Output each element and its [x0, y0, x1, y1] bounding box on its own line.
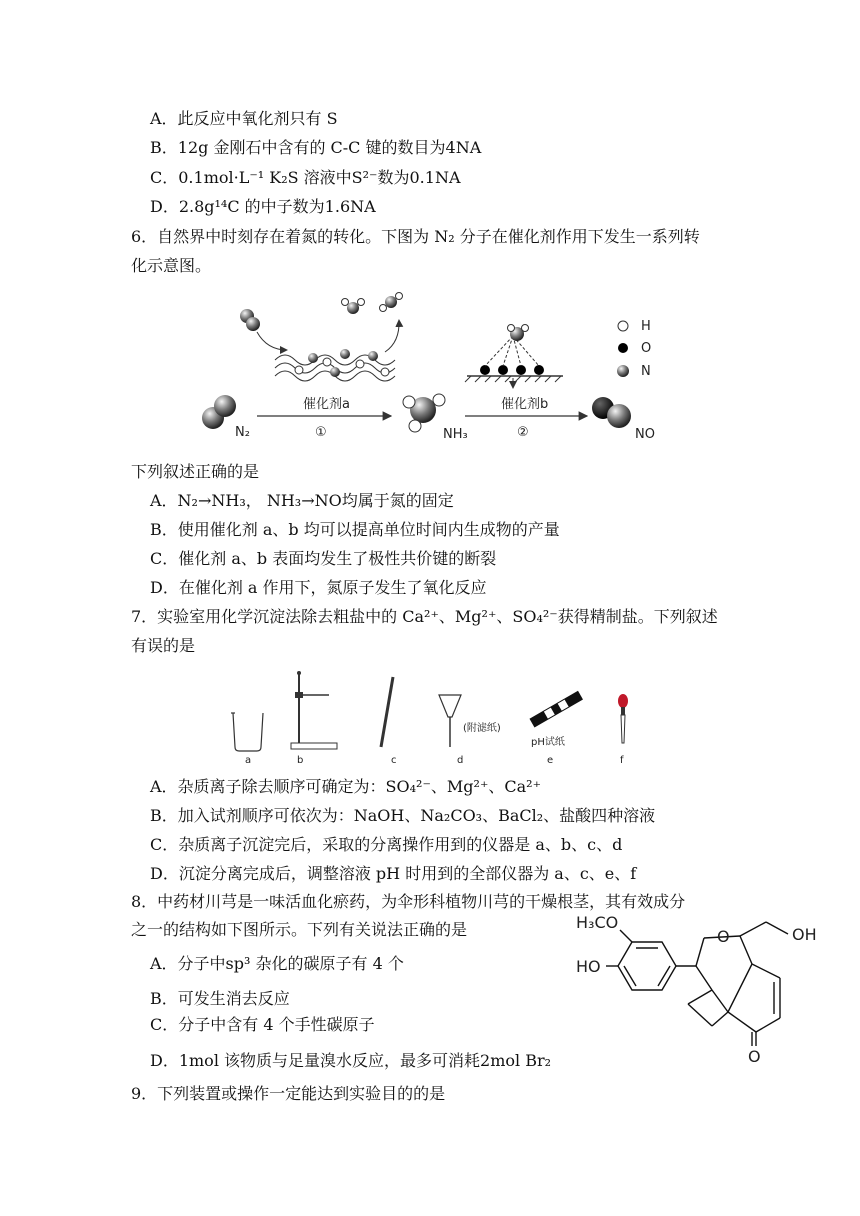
n2-label: N₂: [235, 425, 250, 440]
q8-option-a: A．分子中sp³ 杂化的碳原子有 4 个: [150, 954, 404, 973]
nh3-label: NH₃: [443, 427, 468, 442]
q7-stem-line2: 有误的是: [131, 636, 196, 655]
atom-legend: [617, 319, 651, 379]
legend-h: H: [641, 319, 651, 334]
adsorb-arrow: [257, 332, 287, 350]
methoxy-label: H₃CO: [576, 913, 619, 932]
q8-option-c: C．分子中含有 4 个手性碳原子: [150, 1015, 375, 1034]
q7-stem-line1: 7．实验室用化学沉淀法除去粗盐中的 Ca²⁺、Mg²⁺、SO₄²⁻获得精制盐。下列叙述: [131, 607, 718, 626]
q7-option-b: B．加入试剂顺序可依次为：NaOH、Na₂CO₃、BaCl₂、盐酸四种溶液: [150, 806, 656, 825]
step2-label: ②: [517, 425, 529, 440]
q6-option-a: A．N₂→NH₃， NH₃→NO均属于氮的固定: [150, 491, 454, 510]
q6-option-c: C．催化剂 a、b 表面均发生了极性共价键的断裂: [150, 549, 497, 568]
outgoing-nh3-molecules: [342, 293, 403, 315]
ketone-oxygen-label: O: [748, 1047, 761, 1066]
catalyst-b-surface: [465, 325, 563, 383]
legend-n: N: [641, 364, 651, 379]
incoming-n2-molecule: [240, 309, 260, 331]
desorb-arrow: [385, 320, 399, 352]
chuanxiong-structure: [570, 908, 835, 1068]
hydroxy-label: HO: [576, 957, 601, 976]
q6-stem-line1: 6．自然界中时刻存在着氮的转化。下图为 N₂ 分子在催化剂作用下发生一系列转: [131, 227, 700, 246]
label-e: e: [547, 755, 554, 766]
lab-apparatus-figure: [225, 665, 645, 767]
ph-paper-note: pH试纸: [531, 737, 565, 748]
legend-o: O: [641, 341, 652, 356]
beaker-icon: [231, 713, 263, 751]
iron-stand-icon: [291, 671, 337, 749]
no-label: NO: [635, 427, 655, 442]
q5-option-b: B．12g 金刚石中含有的 C-C 键的数目为4NA: [150, 138, 482, 157]
no-molecule: [592, 397, 631, 428]
q5-option-c: C．0.1mol·L⁻¹ K₂S 溶液中S²⁻数为0.1NA: [150, 168, 461, 187]
label-f: f: [620, 755, 624, 766]
label-c: c: [391, 755, 397, 766]
label-b: b: [297, 755, 304, 766]
q6-stem-line2: 化示意图。: [131, 256, 212, 275]
bridge-oxygen-label: O: [717, 927, 730, 946]
q7-option-c: C．杂质离子沉淀完后，采取的分离操作用到的仪器是 a、b、c、d: [150, 835, 623, 854]
q8-option-b: B．可发生消去反应: [150, 989, 290, 1008]
nitrogen-conversion-diagram: [195, 290, 675, 450]
nh3-molecule: [403, 394, 445, 432]
q6-option-d: D．在催化剂 a 作用下，氮原子发生了氧化反应: [150, 578, 487, 597]
dropper-icon: [618, 694, 628, 743]
catalyst-a-surface: [275, 349, 395, 381]
q9-stem: 9．下列装置或操作一定能达到实验目的的是: [131, 1084, 446, 1103]
label-d: d: [457, 755, 464, 766]
q7-option-a: A．杂质离子除去顺序可确定为：SO₄²⁻、Mg²⁺、Ca²⁺: [150, 777, 542, 796]
catalyst-a-label: 催化剂a: [303, 397, 350, 412]
catalyst-b-label: 催化剂b: [501, 397, 549, 412]
n2-molecule: [202, 395, 236, 429]
q5-option-d: D．2.8g¹⁴C 的中子数为1.6NA: [150, 197, 376, 216]
q8-stem-line1: 8．中药材川芎是一味活血化瘀药，为伞形科植物川芎的干燥根茎，其有效成分: [131, 892, 686, 911]
q8-option-d: D．1mol 该物质与足量溴水反应，最多可消耗2mol Br₂: [150, 1051, 552, 1070]
q6-prompt: 下列叙述正确的是: [131, 462, 260, 481]
glass-rod-icon: [381, 677, 393, 747]
step1-label: ①: [315, 425, 327, 440]
q5-option-a: A．此反应中氧化剂只有 S: [150, 109, 338, 128]
filter-paper-note: (附滤纸): [463, 723, 501, 734]
funnel-icon: [439, 695, 461, 747]
q8-stem-line2: 之一的结构如下图所示。下列有关说法正确的是: [131, 920, 468, 939]
q6-option-b: B．使用催化剂 a、b 均可以提高单位时间内生成物的产量: [150, 520, 560, 539]
label-a: a: [245, 755, 252, 766]
q7-option-d: D．沉淀分离完成后，调整溶液 pH 时用到的全部仪器为 a、c、e、f: [150, 864, 637, 883]
ph-paper-icon: [529, 691, 582, 728]
alcohol-oh-label: OH: [792, 925, 817, 944]
